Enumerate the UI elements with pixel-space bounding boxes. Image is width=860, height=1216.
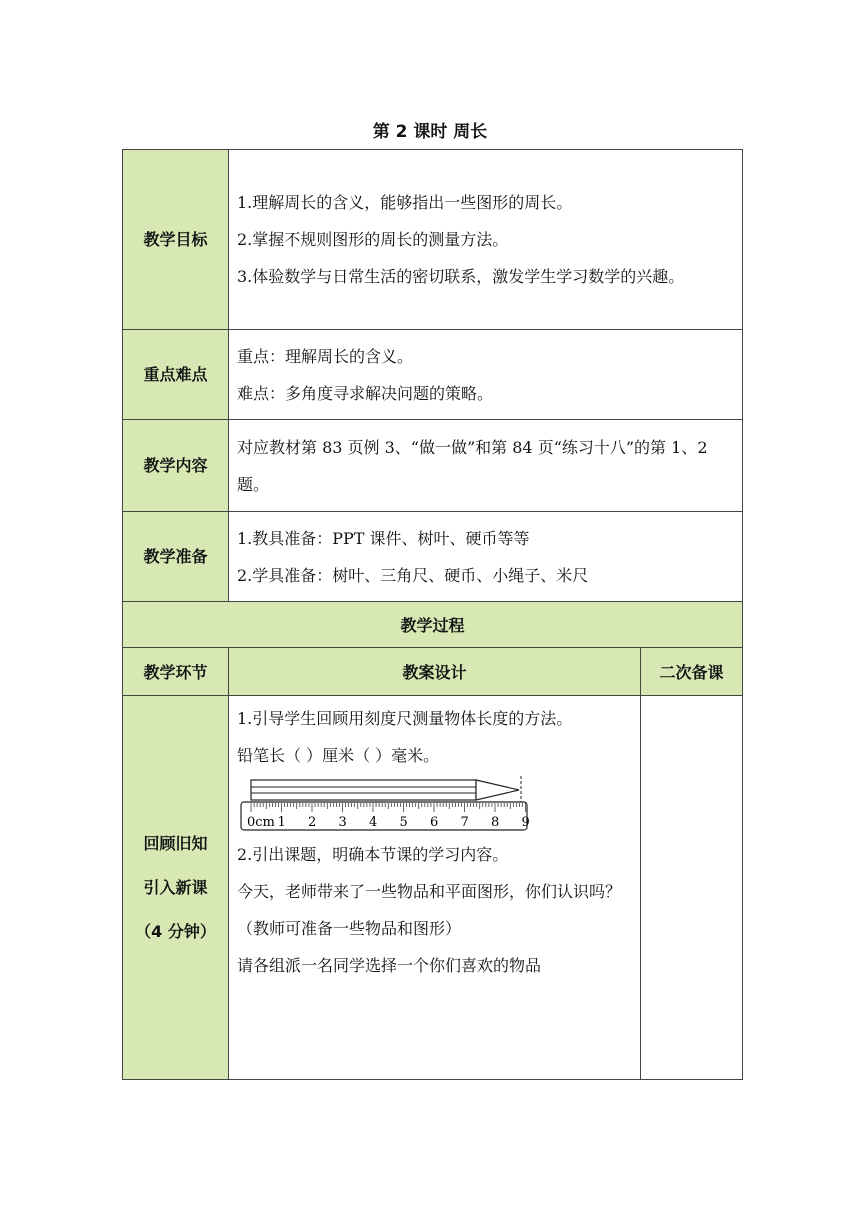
stage-label-line: （4 分钟） <box>135 921 216 941</box>
content-label: 教学内容 <box>123 420 229 512</box>
preparation-item: 1.教具准备：PPT 课件、树叶、硬币等等 <box>237 528 530 548</box>
key-point-item: 难点：多角度寻求解决问题的策略。 <box>237 383 494 403</box>
ruler-icon <box>241 802 530 830</box>
ruler-number: 5 <box>399 815 408 830</box>
ruler-number: 9 <box>521 815 530 830</box>
row-process-header <box>123 602 743 648</box>
stage-design <box>229 696 641 1080</box>
preparation-item: 2.学具准备：树叶、三角尺、硬币、小绳子、米尺 <box>237 565 589 585</box>
ruler-number: 8 <box>491 815 500 830</box>
stage-label-line: 引入新课 <box>143 877 208 897</box>
ruler-unit-label: 0cm <box>247 815 275 830</box>
ruler-number: 1 <box>277 815 286 830</box>
row-column-headers <box>123 648 743 696</box>
design-line: 2.引出课题，明确本节课的学习内容。 <box>237 845 509 864</box>
stage-label-line: 回顾旧知 <box>143 833 208 853</box>
goal-item: 1.理解周长的含义，能够指出一些图形的周长。 <box>237 193 573 212</box>
column-header-stage: 教学环节 <box>123 648 229 696</box>
key-points-content <box>229 330 743 420</box>
ruler-number: 2 <box>308 815 317 830</box>
content-text <box>229 420 743 512</box>
row-preparation <box>123 512 743 602</box>
goals-label: 教学目标 <box>123 150 229 330</box>
design-line: 1.引导学生回顾用刻度尺测量物体长度的方法。 <box>237 709 573 728</box>
lesson-plan-table <box>122 149 743 1080</box>
goal-item: 3.体验数学与日常生活的密切联系，激发学生学习数学的兴趣。 <box>237 267 685 286</box>
key-point-item: 重点：理解周长的含义。 <box>237 346 414 366</box>
preparation-label: 教学准备 <box>123 512 229 602</box>
process-header: 教学过程 <box>123 602 743 648</box>
pencil-ruler-illustration <box>237 776 537 834</box>
design-line: 今天，老师带来了一些物品和平面图形，你们认识吗？（教师可准备一些物品和图形） <box>237 882 622 938</box>
goal-item: 2.掌握不规则图形的周长的测量方法。 <box>237 230 509 249</box>
stage-revision <box>641 696 743 1080</box>
pencil-ruler-figure <box>237 774 632 836</box>
key-points-label: 重点难点 <box>123 330 229 420</box>
ruler-number: 7 <box>460 815 469 830</box>
row-content <box>123 420 743 512</box>
goals-content <box>229 150 743 330</box>
column-header-design: 教案设计 <box>229 648 641 696</box>
column-header-revision: 二次备课 <box>641 648 743 696</box>
ruler-number: 3 <box>338 815 347 830</box>
row-key-points <box>123 330 743 420</box>
page-title: 第 2 课时 周长 <box>372 122 488 142</box>
design-line: 铅笔长（ ）厘米（ ）毫米。 <box>237 746 440 765</box>
ruler-number: 4 <box>369 815 378 830</box>
preparation-content <box>229 512 743 602</box>
content-paragraph: 对应教材第 83 页例 3、“做一做”和第 84 页“练习十八”的第 1、2 题。 <box>237 437 708 494</box>
row-goals <box>123 150 743 330</box>
row-stage <box>123 696 743 1080</box>
stage-label <box>123 696 229 1080</box>
design-line: 请各组派一名同学选择一个你们喜欢的物品 <box>237 956 542 975</box>
ruler-number: 6 <box>430 815 439 830</box>
